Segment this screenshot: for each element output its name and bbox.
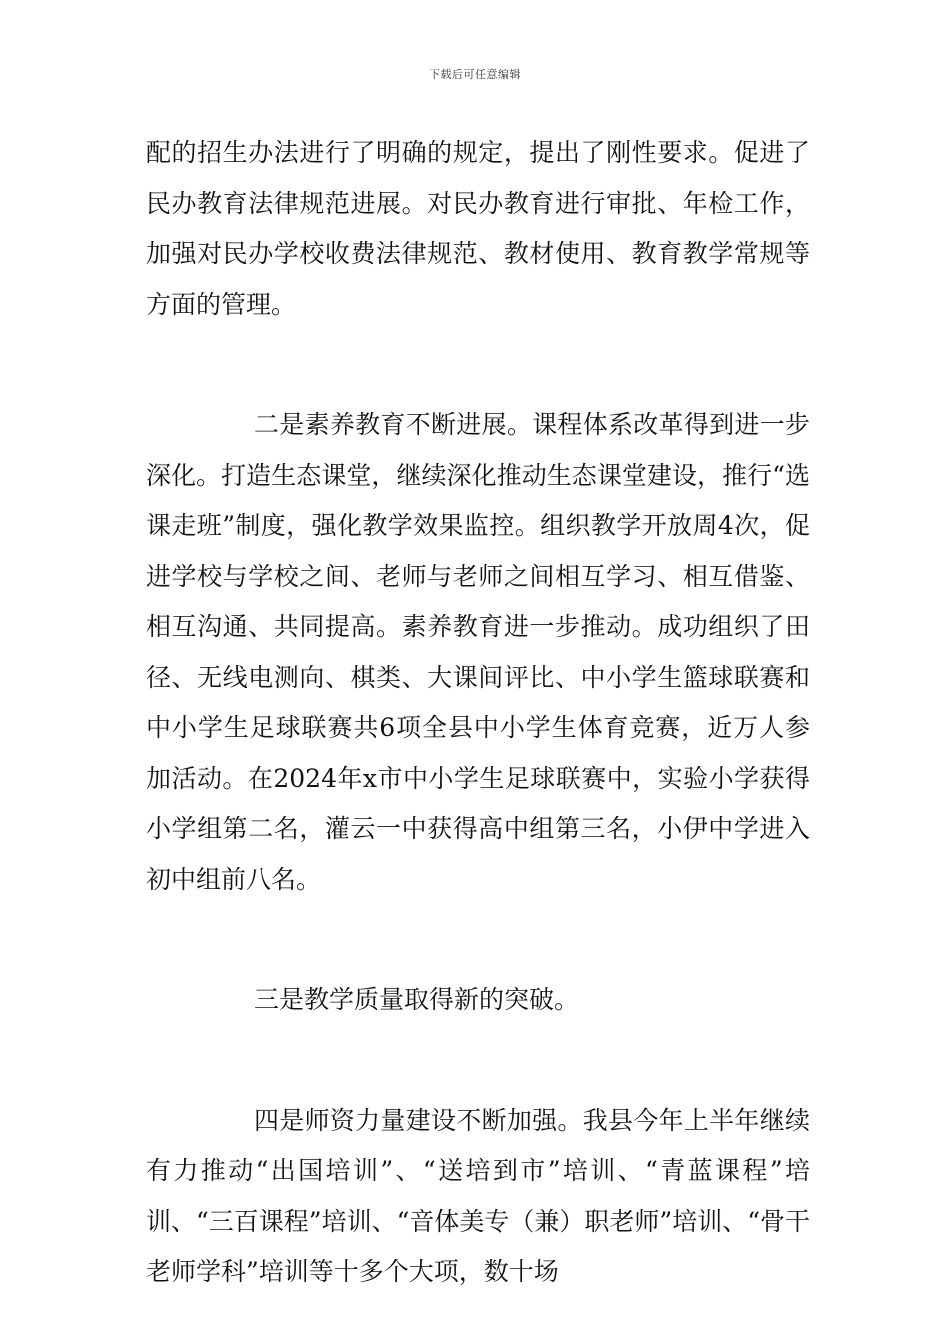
page-header-note: 下载后可任意编辑	[429, 68, 521, 81]
paragraph-quality-education: 二是素养教育不断进展。课程体系改革得到进一步深化。打造生态课堂，继续深化推动生态课堂建设，推行“选课走班”制度，强化教学效果监控。组织教学开放周4次，促进学校与学校之间、老师与老师之间相互学习、相互借鉴、相互沟通、共同提高。素养教育进一步推动。成功组织了田径、无线电测向、棋类、大课间评比、中小学生篮球联赛和中小学生足球联赛共6项全县中小学生体育竞赛，近万人参加活动。在2024年x市中小学生足球联赛中，实验小学获得小学组第二名，灌云一中获得高中组第三名，小伊中学进入初中组前八名。	[146, 410, 810, 894]
document-body	[146, 128, 810, 1298]
paragraph-teaching-quality: 三是教学质量取得新的突破。	[254, 985, 580, 1014]
paragraph-teacher-training: 四是师资力量建设不断加强。我县今年上半年继续有力推动“出国培训”、“送培到市”培训、“青蓝课程”培训、“三百课程”培训、“音体美专（兼）职老师”培训、“骨干老师学科”培训等十多个大项，数十场	[146, 1105, 810, 1286]
paragraph-private-education: 配的招生办法进行了明确的规定，提出了刚性要求。促进了民办教育法律规范进展。对民办教育进行审批、年检工作，加强对民办学校收费法律规范、教材使用、教育教学常规等方面的管理。	[146, 138, 810, 319]
